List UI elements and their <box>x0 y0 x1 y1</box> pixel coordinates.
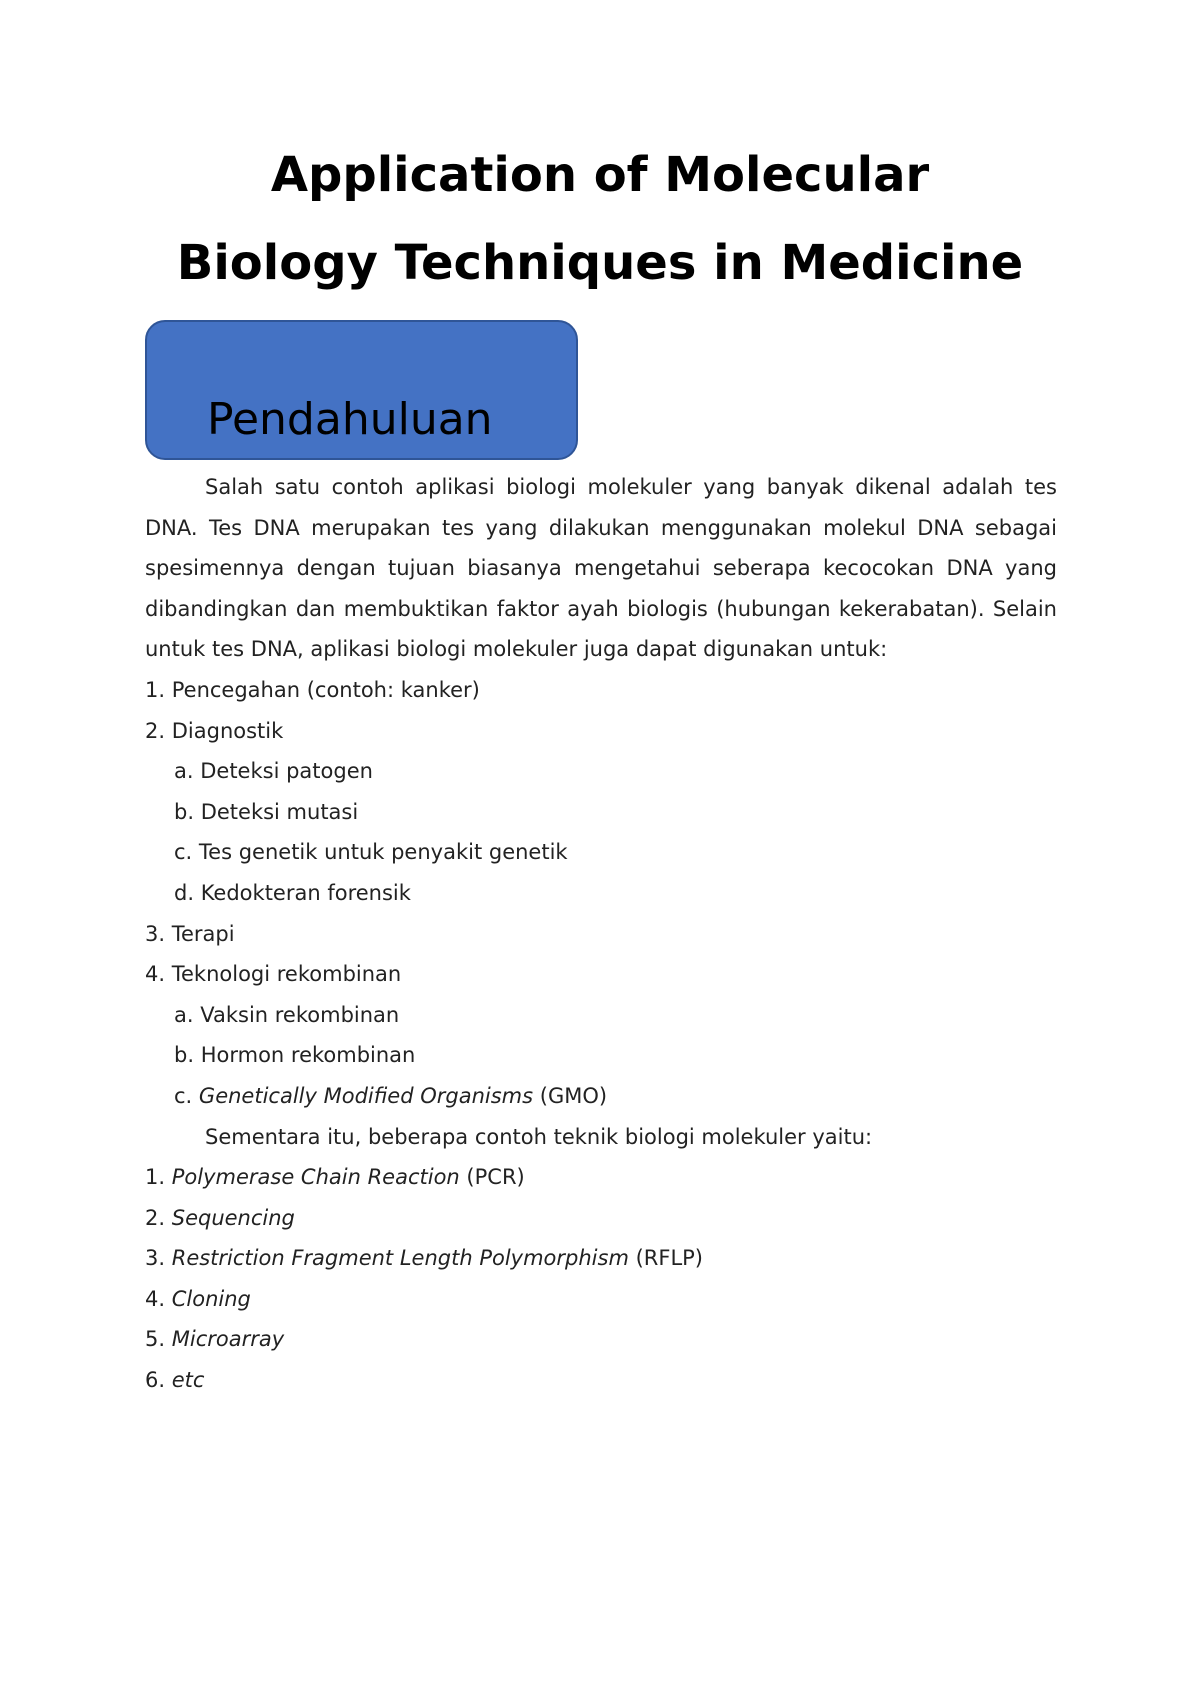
list-marker: 2. <box>145 718 166 743</box>
list-item <box>145 1319 1057 1360</box>
list-item-italic-text: Microarray <box>171 1327 285 1352</box>
sub-list-item <box>145 873 1057 914</box>
list-item <box>145 954 1057 995</box>
list-item-text: Terapi <box>171 921 235 946</box>
sub-list-item <box>145 995 1057 1036</box>
list-marker: 4. <box>145 962 166 987</box>
list-item-text: (RFLP) <box>628 1246 704 1271</box>
list-item-text: (PCR) <box>459 1165 525 1190</box>
list-item-italic-text: Polymerase Chain Reaction <box>171 1165 460 1190</box>
list-item <box>145 670 1057 711</box>
list-item-text: Kedokteran forensik <box>200 880 411 905</box>
list-marker: 3. <box>145 1246 166 1271</box>
list-item-text: Hormon rekombinan <box>200 1043 416 1068</box>
list-marker: c. <box>174 1083 193 1108</box>
title-line-2: Biology Techniques in Medicine <box>176 235 1024 291</box>
sub-list-item <box>145 792 1057 833</box>
list-item-text: Deteksi mutasi <box>200 799 359 824</box>
section-heading: Pendahuluan <box>207 394 493 445</box>
list-item-text: Vaksin rekombinan <box>200 1002 400 1027</box>
list-item <box>145 1279 1057 1320</box>
list-item-italic-text: Restriction Fragment Length Polymorphism <box>171 1246 629 1271</box>
list-item-text: Pencegahan (contoh: kanker) <box>171 677 480 702</box>
list-marker: b. <box>174 799 195 824</box>
sub-list-item <box>145 832 1057 873</box>
list-marker: 3. <box>145 921 166 946</box>
list-marker: 4. <box>145 1286 166 1311</box>
list-item-text: Diagnostik <box>171 718 284 743</box>
section-heading-box <box>145 320 578 460</box>
sub-list-item <box>145 751 1057 792</box>
list-item-italic-text: Sequencing <box>171 1205 295 1230</box>
list-item <box>145 1238 1057 1279</box>
list-item-text: (GMO) <box>533 1083 608 1108</box>
title-line-1: Application of Molecular <box>270 147 930 203</box>
list-item <box>145 711 1057 752</box>
list-item-text: Tes genetik untuk penyakit genetik <box>198 840 568 865</box>
techniques-intro: Sementara itu, beberapa contoh teknik biologi molekuler yaitu: <box>205 1124 873 1149</box>
list-item <box>145 1360 1057 1401</box>
list-marker: 2. <box>145 1205 166 1230</box>
list-item <box>145 914 1057 955</box>
list-marker: 1. <box>145 677 166 702</box>
list-marker: a. <box>174 1002 194 1027</box>
list-item-text: Deteksi patogen <box>200 759 373 784</box>
list-marker: b. <box>174 1043 195 1068</box>
list-marker: a. <box>174 759 194 784</box>
list-marker: c. <box>174 840 193 865</box>
list-item-italic-text: Cloning <box>171 1286 251 1311</box>
list-marker: 5. <box>145 1327 166 1352</box>
list-item <box>145 1157 1057 1198</box>
list-marker: 6. <box>145 1368 166 1393</box>
body-text <box>145 467 1057 1401</box>
sub-list-item <box>145 1035 1057 1076</box>
list-marker: d. <box>174 880 195 905</box>
sub-list-item <box>145 1076 1057 1117</box>
intro-paragraph: Salah satu contoh aplikasi biologi molekuler yang banyak dikenal adalah tes DNA. Tes DNA merupakan tes yang dilakukan menggunakan molekul DNA sebagai spesimennya dengan tujuan biasanya mengetahui seberapa kecocokan DNA yang dibandingkan dan membuktikan faktor ayah biologis (hubungan kekerabatan). Selain untuk tes DNA, aplikasi biologi molekuler juga dapat digunakan untuk: <box>145 475 1057 662</box>
list-item-italic-text: etc <box>171 1368 205 1393</box>
list-marker: 1. <box>145 1165 166 1190</box>
list-item <box>145 1198 1057 1239</box>
list-item-text: Teknologi rekombinan <box>171 962 402 987</box>
list-item-italic-text: Genetically Modified Organisms <box>198 1083 534 1108</box>
document-title <box>100 131 1100 307</box>
